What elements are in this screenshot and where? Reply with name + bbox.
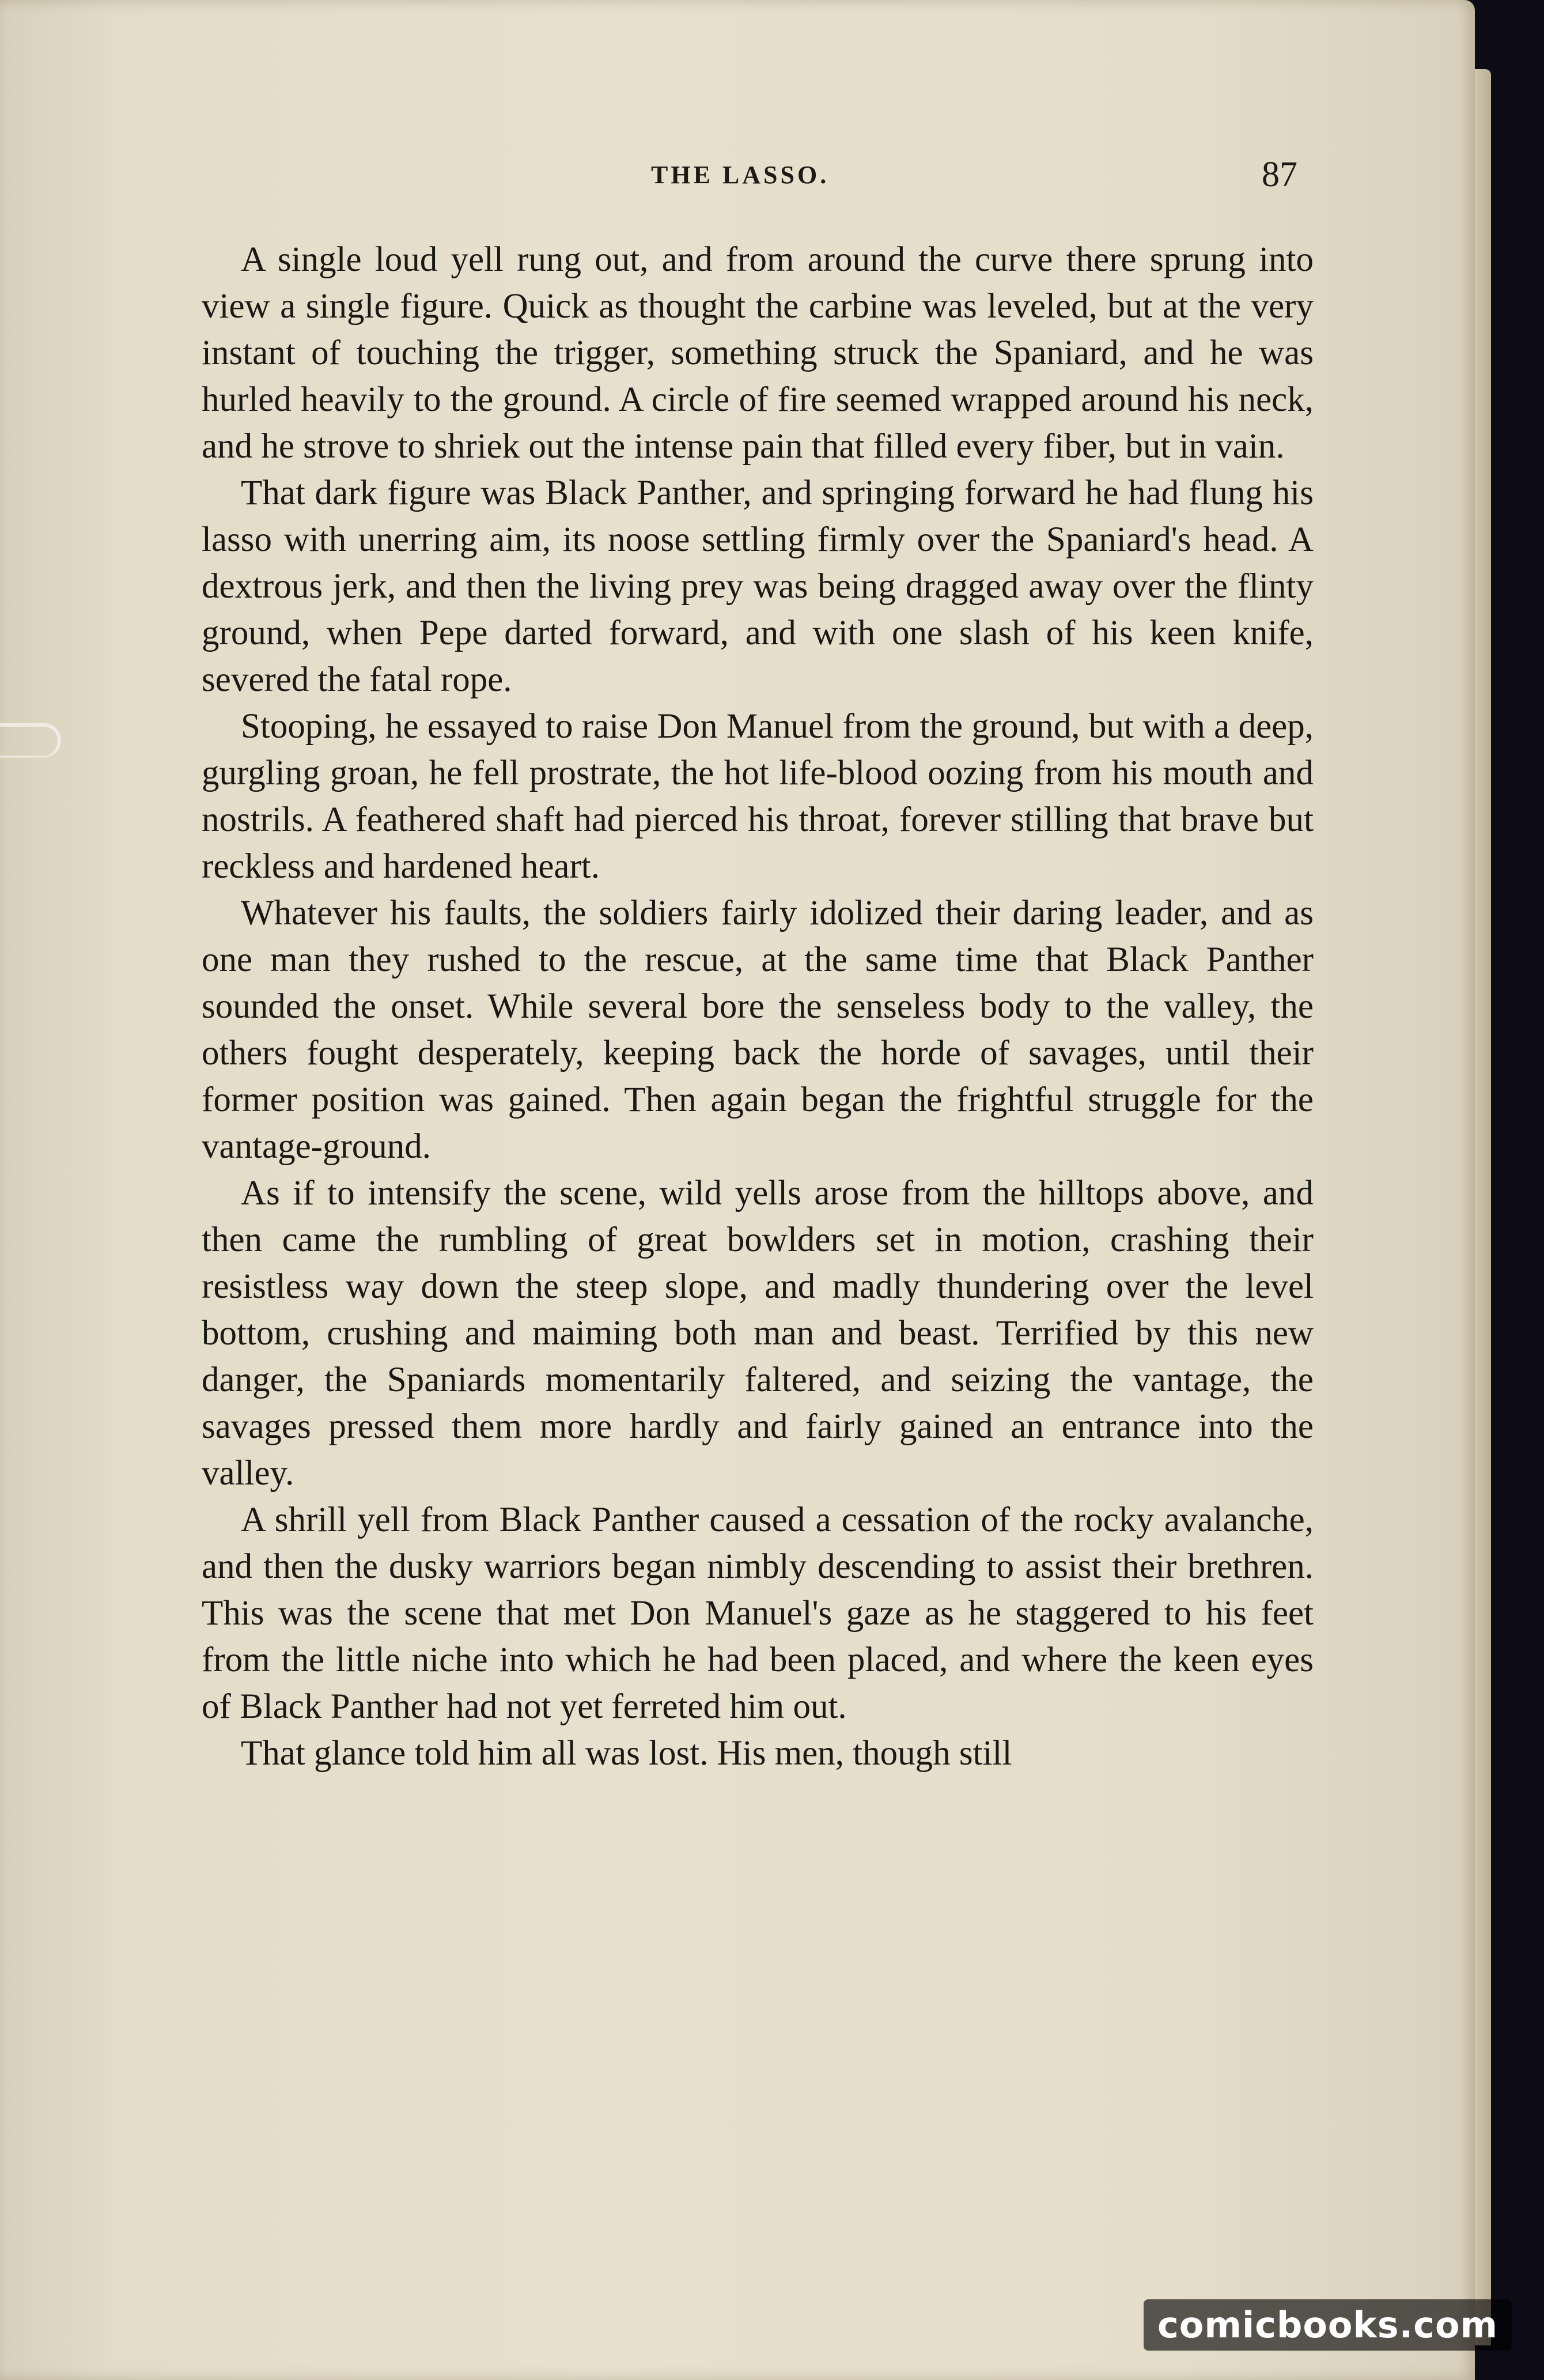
page-number: 87 bbox=[1262, 155, 1297, 194]
paragraph: As if to intensify the scene, wild yells arose from the hilltops above, and then came the rumbling of great bowlders set in motion, crashing their resistless way down the steep slope, and madly thundering over the level bottom, crushing and maiming both man and beast. Terrified by this new danger, the Spaniards momentarily faltered, and seizing the vantage, the savages pressed them more hardly and fairly gained an entrance into the valley. bbox=[202, 1174, 1314, 1493]
watermark: comicbooks.com bbox=[1144, 2299, 1512, 2351]
paragraph: That dark figure was Black Panther, and springing forward he had flung his lasso with unerring aim, its noose settling firmly over the Spaniard's head. A dextrous jerk, and then the living prey was being dragged away over the flinty ground, when Pepe darted forward, and with one slash of his keen knife, severed the fatal rope. bbox=[202, 474, 1314, 699]
page-edge bbox=[1475, 69, 1491, 2345]
paragraph: That glance told him all was lost. His men, though still bbox=[241, 1734, 1012, 1773]
paragraph: A single loud yell rung out, and from around the curve there sprung into view a single figure. Quick as thought the carbine was leveled, but at the very instant of touching the trigger, something struck the Spaniard, and he was hurled heavily to the ground. A circle of fire seemed wrapped around his neck, and he strove to shriek out the intense pain that filled every fiber, but in vain. bbox=[202, 240, 1314, 466]
running-title: THE LASSO. bbox=[651, 161, 830, 189]
body-text bbox=[202, 236, 1314, 2173]
binding-thread bbox=[0, 723, 61, 758]
paragraph: Stooping, he essayed to raise Don Manuel from the ground, but with a deep, gurgling groan, he fell prostrate, the hot life-blood oozing from his mouth and nostrils. A feathered shaft had pierced his throat, forever stilling that brave but reckless and hardened heart. bbox=[202, 707, 1314, 886]
paragraph: Whatever his faults, the soldiers fairly idolized their daring leader, and as one man they rushed to the rescue, at the same time that Black Panther sounded the onset. While several bore the senseless body to the valley, the others fought desperately, keeping back the horde of savages, until their former position was gained. Then again began the frightful struggle for the vantage-ground. bbox=[202, 894, 1314, 1166]
paragraph: A shrill yell from Black Panther caused a cessation of the rocky avalanche, and then the dusky warriors began nimbly descending to assist their brethren. This was the scene that met Don Manuel's gaze as he staggered to his feet from the little niche into which he had been placed, and where the keen eyes of Black Panther had not yet ferreted him out. bbox=[202, 1501, 1314, 1726]
page-header bbox=[0, 154, 1475, 201]
